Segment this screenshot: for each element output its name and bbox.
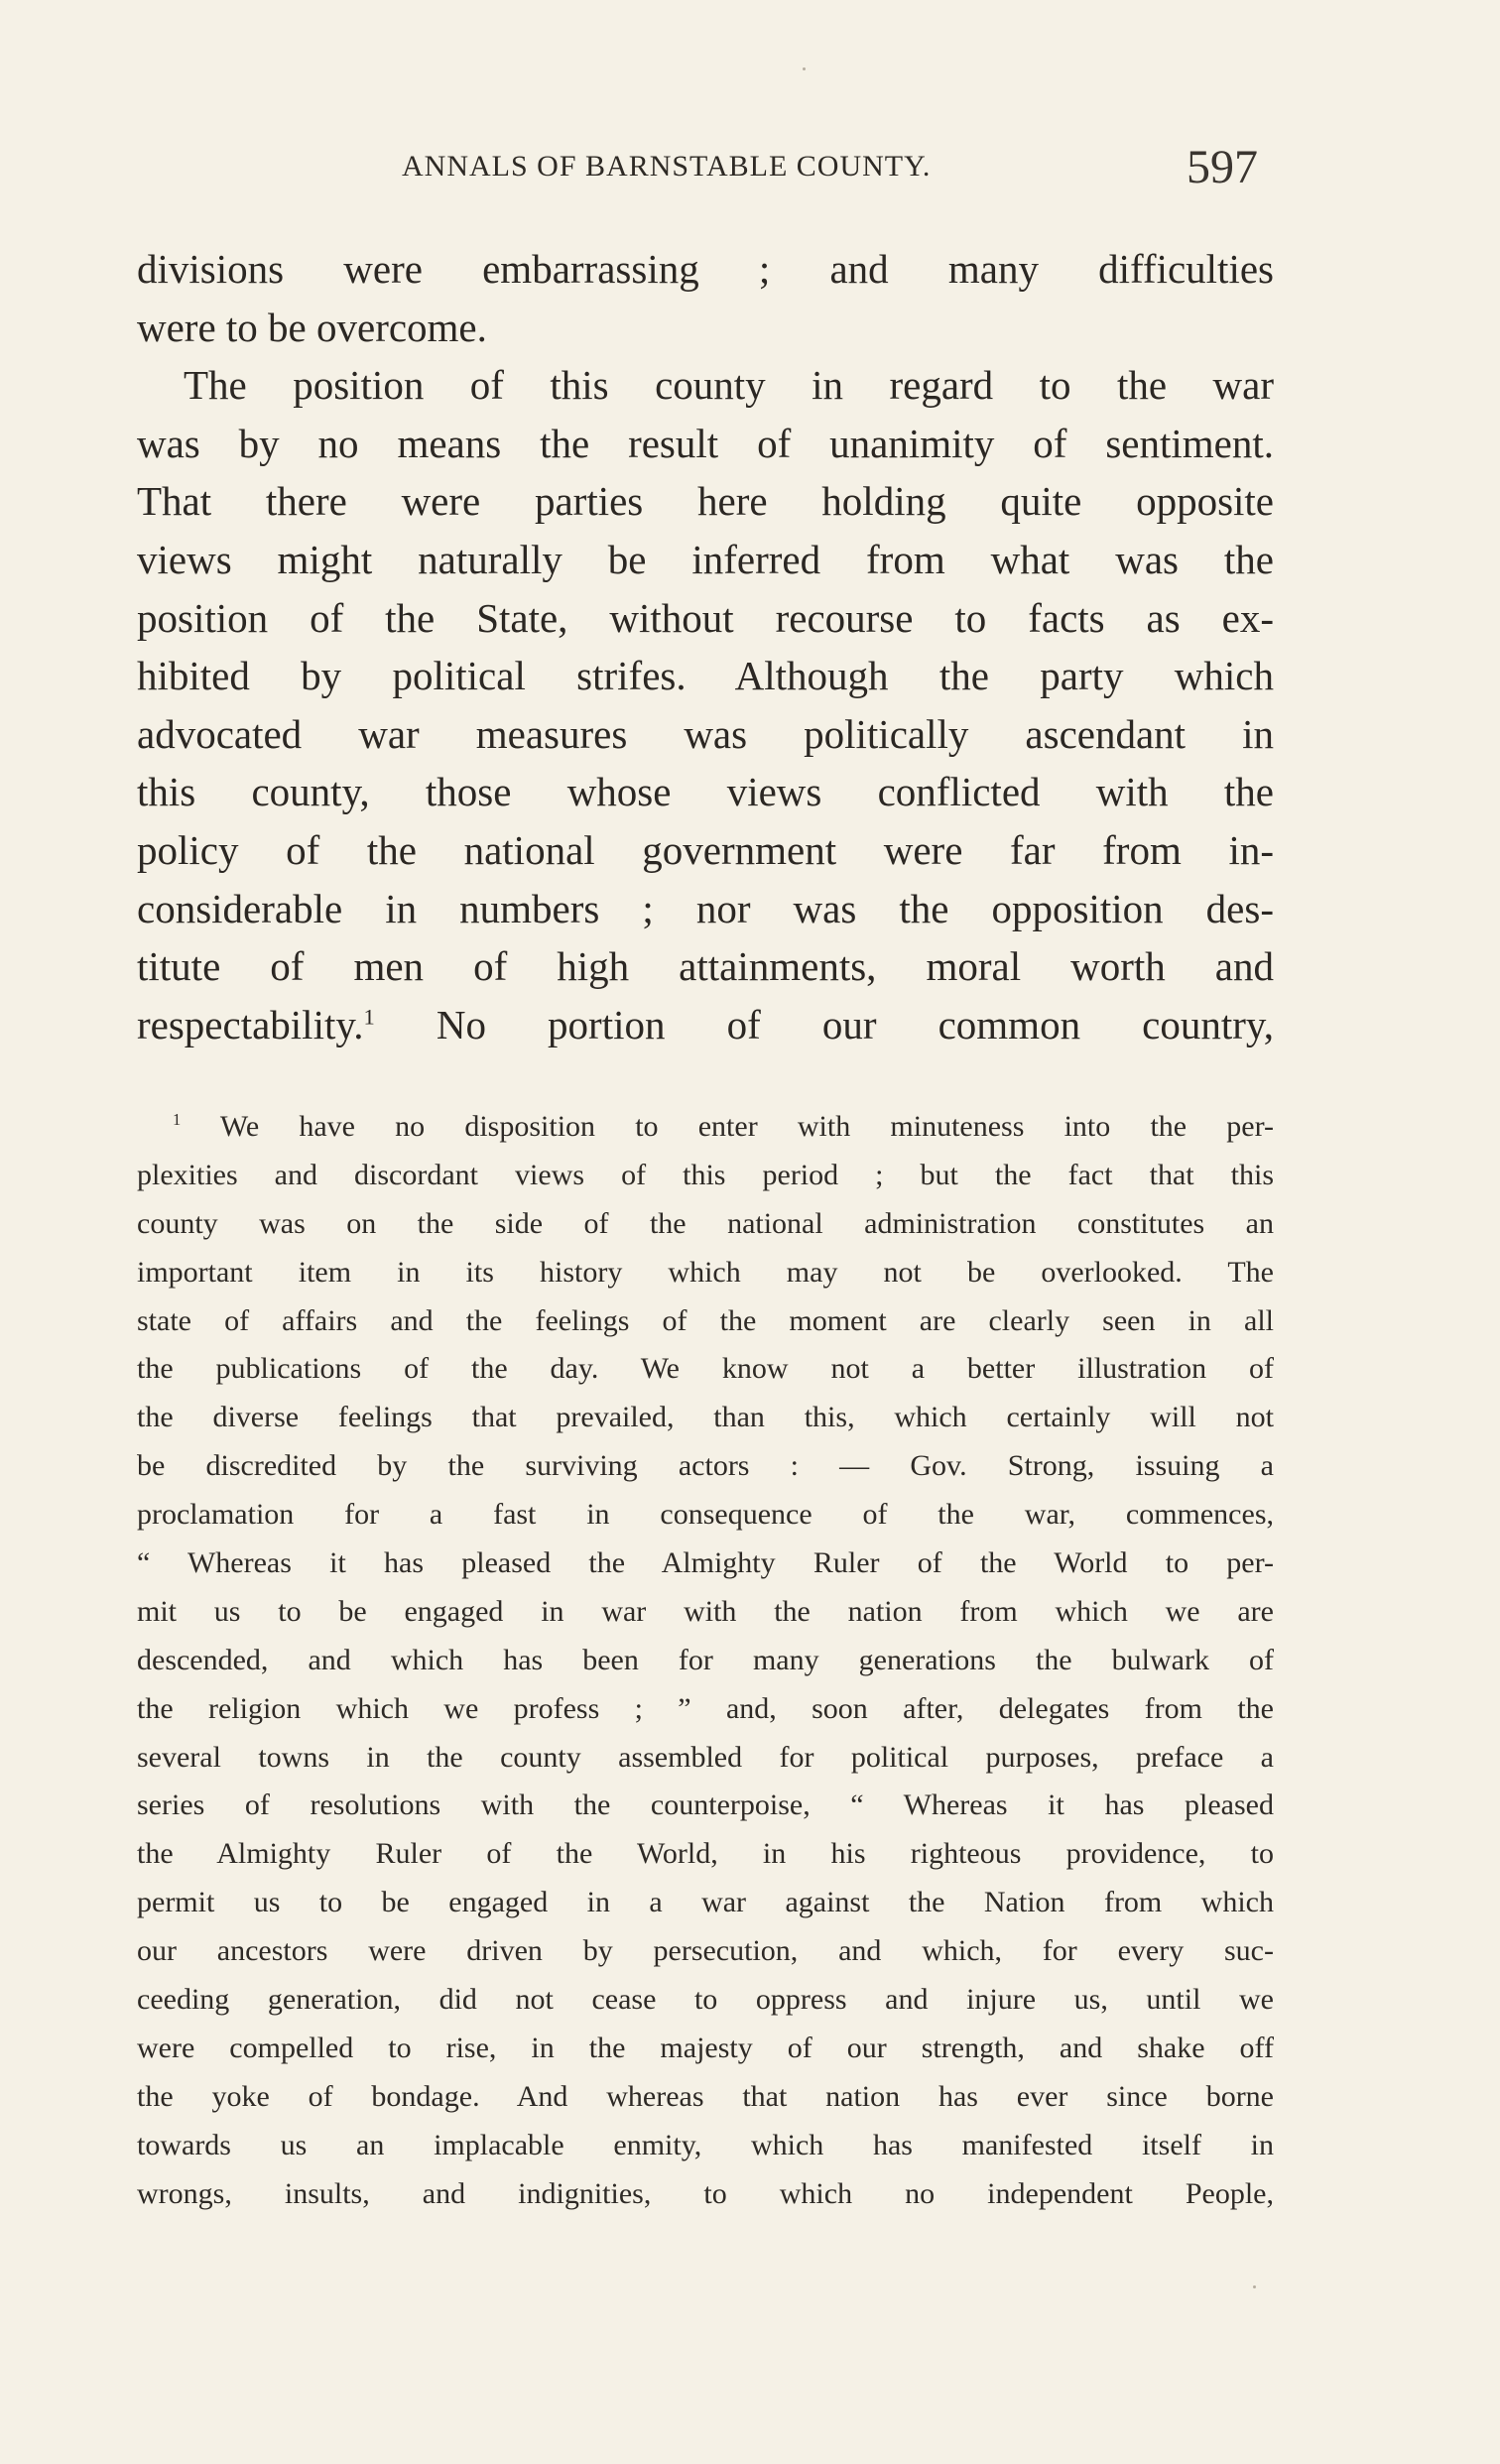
body-line: were to be overcome. <box>137 304 487 350</box>
body-line: That there were parties here holding quite opposite <box>137 478 1274 525</box>
body-text: No portion of our common country, <box>436 1001 1274 1047</box>
footnote-line: towards us an implacable enmity, which has manifested itself in <box>137 2128 1274 2161</box>
footnote-line: the publications of the day. We know not a better illustration of <box>137 1352 1274 1386</box>
footnote-line: the religion which we profess ; ” and, soon after, delegates from the <box>137 1691 1274 1725</box>
body-line: advocated war measures was politically ascendant in <box>137 710 1274 757</box>
footnote-line <box>137 1103 1274 1152</box>
footnote-line: series of resolutions with the counterpoise, “ Whereas it has pleased <box>137 1788 1274 1822</box>
body-line: position of the State, without recourse to facts as ex- <box>137 594 1274 641</box>
footnote-line: county was on the side of the national administration constitutes an <box>137 1206 1274 1240</box>
body-line: titute of men of high attainments, moral worth and <box>137 943 1274 990</box>
footnote-reference[interactable]: 1 <box>363 1004 375 1030</box>
footnote-line: permit us to be engaged in a war against the Nation from which <box>137 1886 1274 1919</box>
body-line: considerable in numbers ; nor was the opposition des- <box>137 885 1274 931</box>
body-line: was by no means the result of unanimity of sentiment. <box>137 420 1274 466</box>
footnote-marker: 1 <box>173 1110 182 1129</box>
footnote-line: descended, and which has been for many generations the bulwark of <box>137 1643 1274 1676</box>
footnote-line: the yoke of bondage. And whereas that nation has ever since borne <box>137 2079 1274 2113</box>
footnote-line: were compelled to rise, in the majesty of our strength, and shake off <box>137 2031 1274 2064</box>
footnote-line: mit us to be engaged in war with the nation from which we are <box>137 1594 1274 1628</box>
body-line: views might naturally be inferred from what was the <box>137 536 1274 582</box>
footnote-line: our ancestors were driven by persecution, and which, for every suc- <box>137 1934 1274 1968</box>
footnote-line: state of affairs and the feelings of the moment are clearly seen in all <box>137 1303 1274 1337</box>
body-line: policy of the national government were far from in- <box>137 826 1274 873</box>
paper-speck <box>1253 2285 1256 2288</box>
paper-speck <box>803 67 806 70</box>
page-number: 597 <box>1187 141 1258 193</box>
footnote-line: wrongs, insults, and indignities, to which no independent People, <box>137 2176 1274 2210</box>
footnote-line: be discredited by the surviving actors : — Gov. Strong, issuing a <box>137 1449 1274 1483</box>
footnote-text: We have no disposition to enter with minuteness into the per- <box>219 1110 1274 1143</box>
running-head <box>137 141 1274 199</box>
footnote-line: “ Whereas it has pleased the Almighty Ruler of the World to per- <box>137 1546 1274 1580</box>
footnote-line: the Almighty Ruler of the World, in his righteous providence, to <box>137 1837 1274 1871</box>
running-title: ANNALS OF BARNSTABLE COUNTY. <box>402 150 932 183</box>
footnote <box>137 1103 1274 2218</box>
footnote-line: plexities and discordant views of this period ; but the fact that this <box>137 1158 1274 1191</box>
footnote-line: ceeding generation, did not cease to oppress and injure us, until we <box>137 1983 1274 2017</box>
main-text <box>137 240 1274 1053</box>
body-line: this county, those whose views conflicted with the <box>137 769 1274 815</box>
footnote-line: the diverse feelings that prevailed, than this, which certainly will not <box>137 1401 1274 1434</box>
footnote-line: proclamation for a fast in consequence of the war, commences, <box>137 1498 1274 1532</box>
body-text: respectability. <box>137 1001 364 1047</box>
body-line: divisions were embarrassing ; and many difficulties <box>137 246 1274 292</box>
footnote-line: several towns in the county assembled for political purposes, preface a <box>137 1740 1274 1774</box>
footnote-line: important item in its history which may not be overlooked. The <box>137 1255 1274 1289</box>
body-line: The position of this county in regard to the war <box>184 362 1274 409</box>
body-line: hibited by political strifes. Although the party which <box>137 653 1274 699</box>
body-line-with-note <box>137 996 1274 1054</box>
